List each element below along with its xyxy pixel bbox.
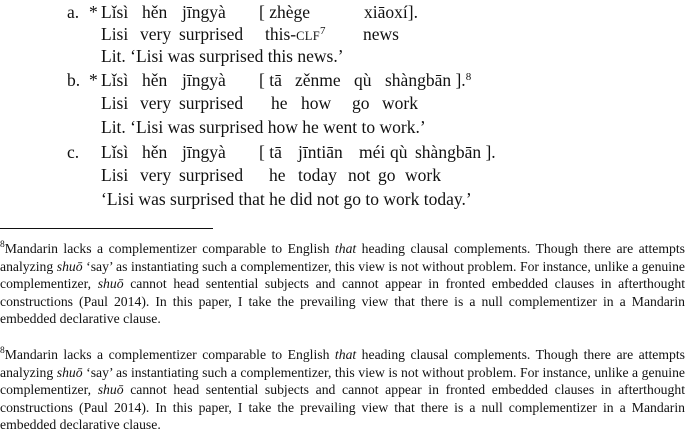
gloss-word: this-CLF$^7$ xyxy=(265,24,326,44)
footnote-italic: shuō xyxy=(56,364,83,380)
footnote-mark: 8 xyxy=(0,346,5,357)
example-b-translation: Lit. ‘Lisi was surprised how he went to work.’ xyxy=(101,117,426,137)
footnote-text: heading clausal complements. Though there are attempts analyzing xyxy=(0,241,685,274)
gloss-word: not xyxy=(348,165,371,185)
gloss-word: very xyxy=(140,93,172,113)
footnote-text: ‘say’ as instantiating such a complementizer, this view is not without problem. For instance, unlike a genuine complementizer, xyxy=(0,258,685,292)
gloss-word: he xyxy=(271,93,288,113)
footnote-italic: that xyxy=(334,347,357,362)
gloss-word: Lisi xyxy=(101,93,129,113)
footnote xyxy=(0,240,685,328)
footnote-italic: that xyxy=(334,241,357,256)
gloss-word: Lisi xyxy=(101,24,129,44)
gloss-word: work xyxy=(405,165,441,185)
word: shàngbān ]. xyxy=(415,142,496,162)
footnote-text: Mandarin lacks a complementizer comparable to English xyxy=(4,241,335,256)
gloss-word: surprised xyxy=(179,165,244,185)
example-list xyxy=(0,0,685,215)
footnote-ref[interactable]: 8 xyxy=(465,70,472,83)
gloss-word: today xyxy=(298,165,337,185)
gloss-word: work xyxy=(382,93,418,113)
word: hěn xyxy=(142,2,168,22)
footnote-text: ‘say’ as instantiating such a complementizer, this view is not without problem. For instance, unlike a genuine complementizer, xyxy=(0,364,685,398)
footnote-text: Mandarin lacks a complementizer comparable to English xyxy=(4,347,335,362)
word: jīngyà xyxy=(182,70,226,90)
word: méi xyxy=(359,142,386,162)
gloss-word: very xyxy=(140,24,172,44)
gloss-word: he xyxy=(269,165,286,185)
gloss-word: Lisi xyxy=(101,165,129,185)
word: zěnme xyxy=(295,70,341,90)
footnote-italic: shuō xyxy=(56,258,83,274)
word: [ tā xyxy=(259,142,282,162)
gloss-word: surprised xyxy=(179,24,244,44)
footnote-ref[interactable]: 7 xyxy=(319,24,326,37)
word: jīngyà xyxy=(182,142,226,162)
word: shàngbān ].$^8$ xyxy=(385,70,472,90)
word: [ tā xyxy=(259,70,282,90)
word: qù xyxy=(354,70,372,90)
example-b-label: b. xyxy=(67,70,81,90)
word: jīntiān xyxy=(298,142,343,162)
footnote-text: cannot head sentential subjects and cannot appear in fronted embedded clauses in afterthought constructions (Paul 2014). In this paper, I take the prevailing view that there is a null complementizer in a Mandarin embedded declarative clause. xyxy=(0,276,685,327)
word: xiāoxí]. xyxy=(364,2,418,22)
word: Lǐsì xyxy=(101,70,129,90)
word: qù xyxy=(390,142,408,162)
word: hěn xyxy=(142,70,168,90)
footnote-italic: shuō xyxy=(97,276,124,292)
footnote-italic: shuō xyxy=(97,382,124,398)
gloss-word: go xyxy=(378,165,396,185)
gloss-word: very xyxy=(140,165,172,185)
word: [ zhège xyxy=(259,2,311,22)
gloss-word: go xyxy=(352,93,370,113)
word: Lǐsì xyxy=(101,142,129,162)
word: jīngyà xyxy=(182,2,226,22)
footnote-text: cannot head sentential subjects and cannot appear in fronted embedded clauses in afterthought constructions (Paul 2014). In this paper, I take the prevailing view that there is a null complementizer in a Mandarin embedded declarative clause. xyxy=(0,382,685,433)
gloss-word: how xyxy=(301,93,332,113)
word: hěn xyxy=(142,142,168,162)
gloss-word: surprised xyxy=(179,93,244,113)
footnote xyxy=(0,346,685,434)
footnote-text: heading clausal complements. Though there are attempts analyzing xyxy=(0,347,685,380)
word: Lǐsì xyxy=(101,2,129,22)
footnote-mark: 8 xyxy=(0,240,5,251)
classifier-abbrev: CLF xyxy=(296,29,320,43)
example-a-star: * xyxy=(89,2,98,22)
gloss-word: news xyxy=(363,24,399,44)
example-c-translation: ‘Lisi was surprised that he did not go to work today.’ xyxy=(101,189,472,209)
example-b-star: * xyxy=(89,70,98,90)
example-a-translation: Lit. ‘Lisi was surprised this news.’ xyxy=(101,46,344,66)
footnote-separator xyxy=(0,228,213,229)
example-c-label: c. xyxy=(67,142,80,162)
example-a-label: a. xyxy=(67,2,80,22)
